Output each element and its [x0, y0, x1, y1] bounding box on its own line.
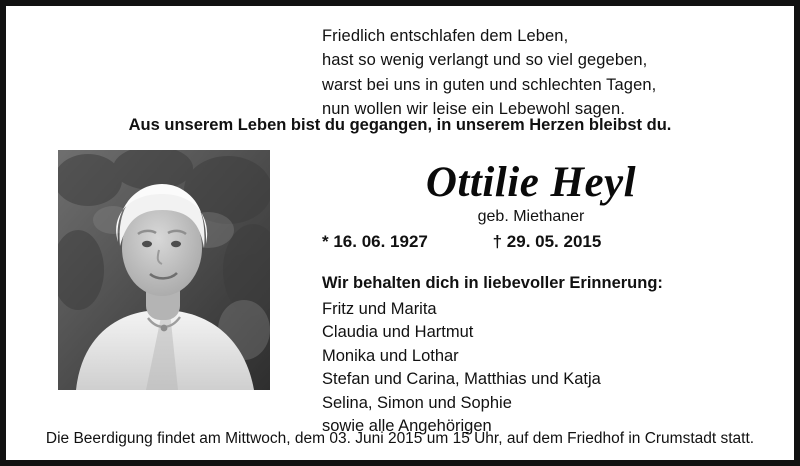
obituary-inner — [6, 6, 794, 460]
memory-heading: Wir behalten dich in liebevoller Erinnerung: — [322, 274, 663, 292]
funeral-details: Die Beerdigung findet am Mittwoch, dem 03. Juni 2015 um 15 Uhr, auf dem Friedhof in Crumstadt statt. — [45, 430, 755, 447]
family-line-3: Monika und Lothar — [322, 346, 459, 365]
poem-line-4: nun wollen wir leise ein Lebewohl sagen. — [322, 100, 626, 119]
poem-block — [322, 24, 656, 122]
poem-line-2: hast so wenig verlangt und so viel gegeben, — [322, 51, 648, 70]
death-date: † 29. 05. 2015 — [492, 232, 602, 251]
dedication-line: Aus unserem Leben bist du gegangen, in unserem Herzen bleibst du. — [128, 116, 672, 134]
poem-line-3: warst bei uns in guten und schlechten Tagen, — [322, 75, 657, 94]
birth-date: * 16. 06. 1927 — [322, 232, 428, 251]
family-line-5: Selina, Simon und Sophie — [322, 393, 512, 412]
maiden-name: geb. Miethaner — [477, 208, 585, 225]
portrait-photo — [58, 150, 270, 390]
deceased-name: Ottilie Heyl — [425, 159, 637, 206]
family-line-6: sowie alle Angehörigen — [322, 417, 492, 436]
poem-line-1: Friedlich entschlafen dem Leben, — [322, 27, 569, 45]
life-dates — [322, 232, 770, 252]
family-line-1: Fritz und Marita — [322, 300, 437, 318]
portrait-photo-image — [58, 150, 270, 390]
family-line-4: Stefan und Carina, Matthias und Katja — [322, 370, 601, 389]
family-line-2: Claudia und Hartmut — [322, 323, 474, 342]
family-list — [322, 298, 601, 439]
